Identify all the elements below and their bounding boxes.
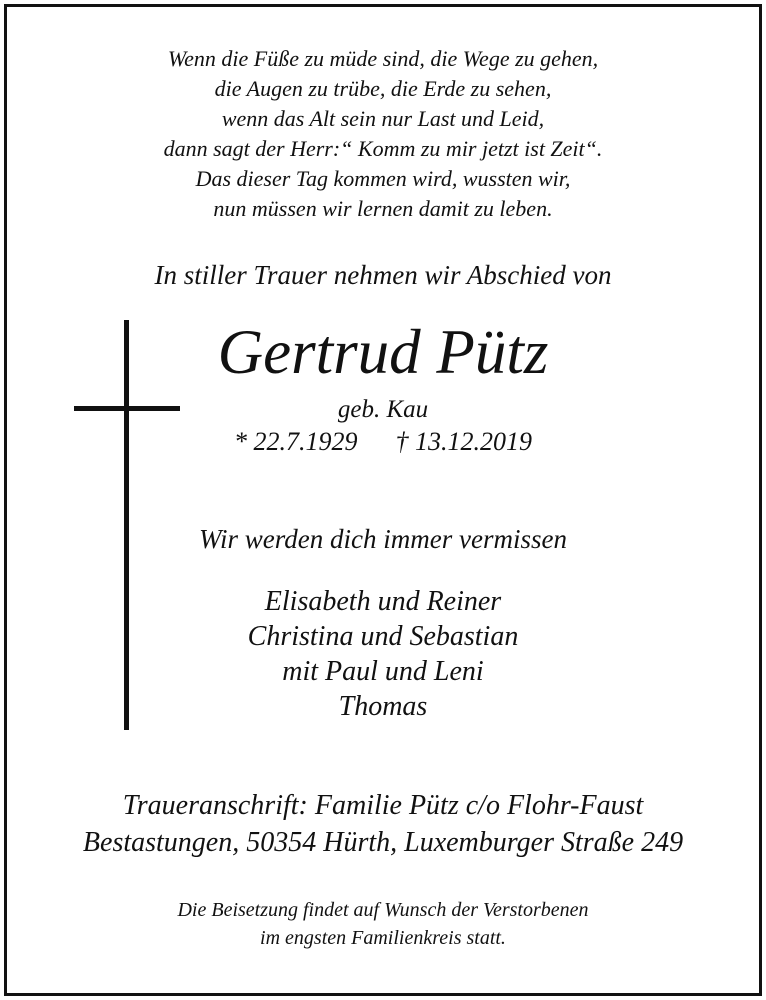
poem-line: dann sagt der Herr:“ Komm zu mir jetzt ist Zeit“. bbox=[163, 136, 603, 161]
poem-line: wenn das Alt sein nur Last und Leid, bbox=[221, 106, 545, 131]
address-line: Traueranschrift: Familie Pütz c/o Flohr-Faust bbox=[122, 790, 644, 821]
family-list bbox=[0, 584, 766, 724]
maiden-name: geb. Kau bbox=[337, 396, 429, 423]
death-date: † 13.12.2019 bbox=[395, 427, 532, 456]
deceased-name: Gertrud Pütz bbox=[217, 317, 549, 387]
mourning-address bbox=[0, 787, 766, 861]
poem-line: Wenn die Füße zu müde sind, die Wege zu gehen, bbox=[167, 46, 599, 71]
poem bbox=[0, 44, 766, 224]
burial-note-line: Die Beisetzung findet auf Wunsch der Verstorbenen bbox=[177, 899, 589, 921]
family-member: Christina und Sebastian bbox=[247, 621, 519, 652]
intro-text: In stiller Trauer nehmen wir Abschied von bbox=[154, 260, 612, 290]
poem-line: nun müssen wir lernen damit zu leben. bbox=[213, 196, 553, 221]
family-member: mit Paul und Leni bbox=[282, 656, 484, 687]
life-dates bbox=[0, 426, 766, 458]
family-member: Elisabeth und Reiner bbox=[264, 586, 502, 617]
poem-line: Das dieser Tag kommen wird, wussten wir, bbox=[195, 166, 571, 191]
family-member: Thomas bbox=[338, 691, 428, 722]
birth-date: * 22.7.1929 bbox=[234, 427, 358, 456]
burial-note-line: im engsten Familienkreis statt. bbox=[260, 927, 506, 949]
burial-note bbox=[0, 896, 766, 952]
poem-line: die Augen zu trübe, die Erde zu sehen, bbox=[214, 76, 552, 101]
address-line: Bestastungen, 50354 Hürth, Luxemburger Straße 249 bbox=[82, 827, 684, 858]
farewell-text: Wir werden dich immer vermissen bbox=[199, 524, 567, 554]
